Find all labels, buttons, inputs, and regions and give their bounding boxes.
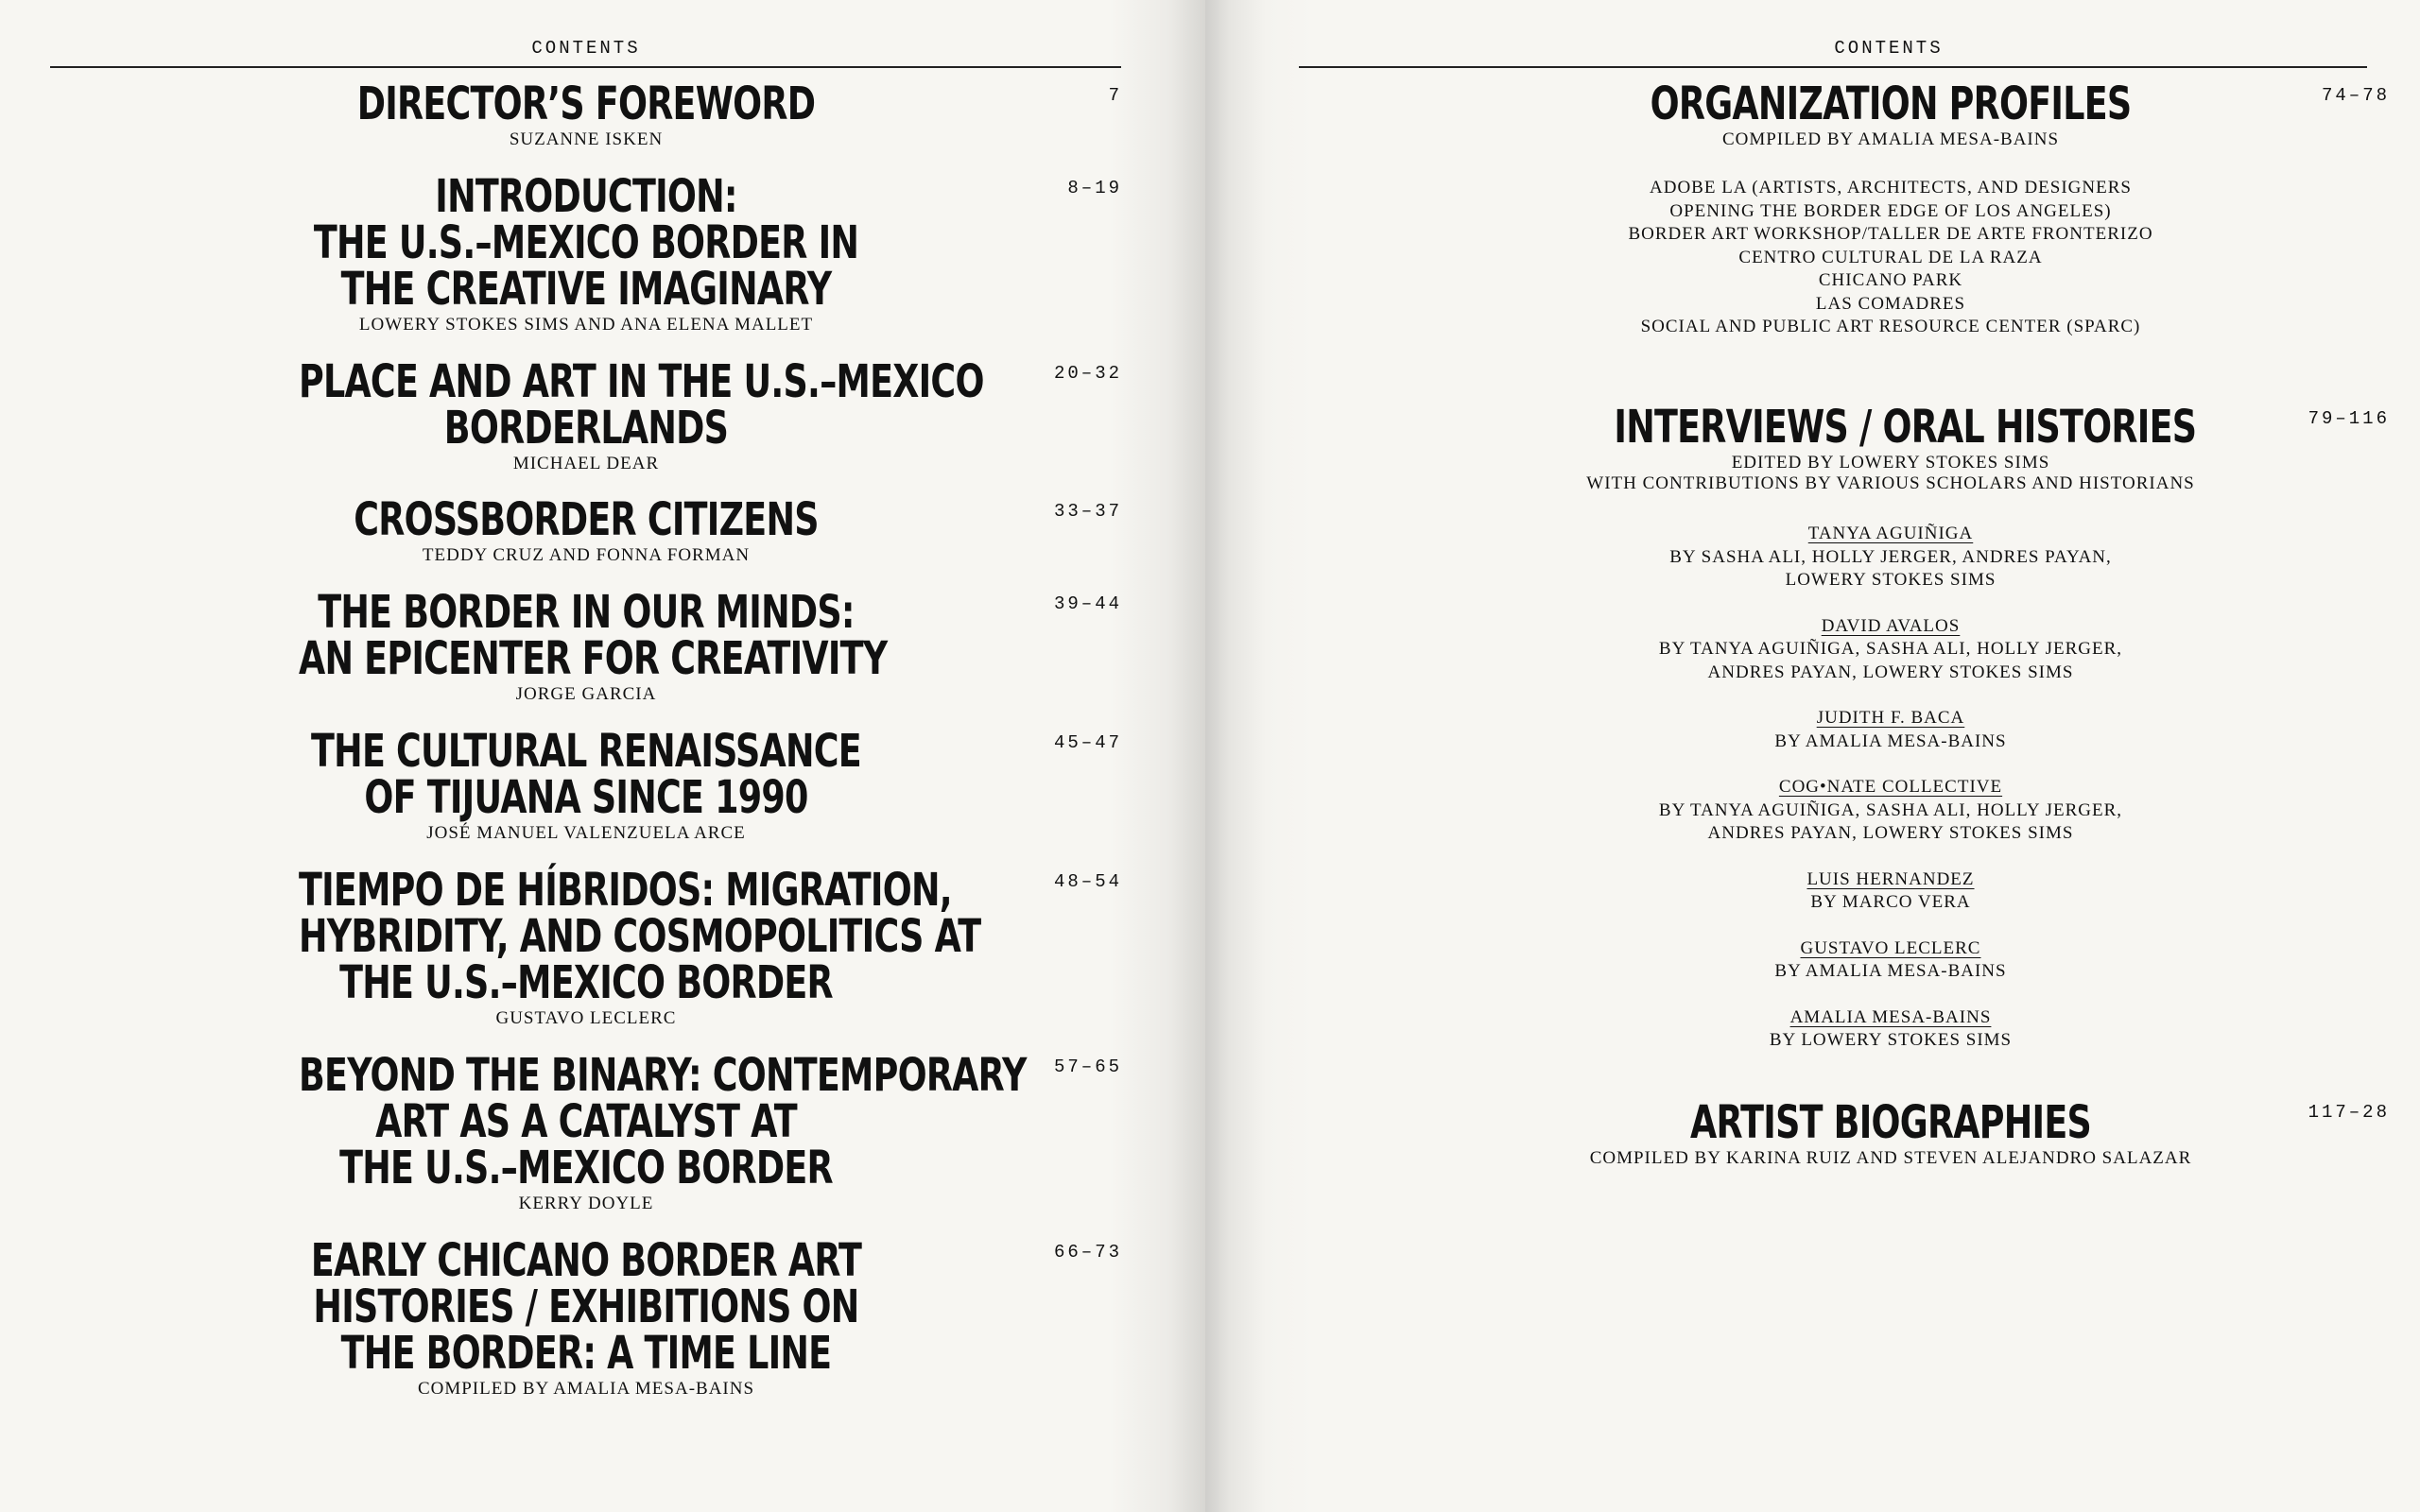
toc-entry-pages: 74–78	[2321, 85, 2390, 106]
toc-entry-title: THE BORDER IN OUR MINDS: AN EPICENTER FOR CREATIVITY	[299, 586, 888, 685]
toc-entry[interactable]	[208, 77, 964, 150]
header-rule	[1299, 66, 2367, 68]
interview-subject: LUIS HERNANDEZ	[1806, 868, 1975, 889]
toc-entry-title: PLACE AND ART IN THE U.S.–MEXICO BORDERLANDS	[299, 355, 984, 455]
interview-byline: LOWERY STOKES SIMS	[1785, 570, 1996, 590]
interview-list	[1527, 523, 2255, 1075]
toc-entry-pages: 8–19	[1067, 178, 1122, 198]
interview-byline: BY AMALIA MESA-BAINS	[1774, 961, 2007, 981]
header-rule	[50, 66, 1121, 68]
toc-entry-pages: 79–116	[2308, 408, 2390, 429]
toc-entry-byline: TEDDY CRUZ AND FONNA FORMAN	[422, 545, 751, 565]
toc-entry-title: BEYOND THE BINARY: CONTEMPORARY ART AS A CATALYST AT THE U.S.–MEXICO BORDER	[299, 1049, 1027, 1194]
toc-entry-byline: EDITED BY LOWERY STOKES SIMS	[1731, 453, 2050, 472]
toc-entry[interactable]	[208, 1234, 964, 1400]
interview-item[interactable]	[1527, 776, 2255, 846]
toc-entry-title: INTERVIEWS / ORAL HISTORIES	[1614, 401, 2197, 454]
toc-entry[interactable]	[208, 170, 964, 335]
toc-entry[interactable]	[208, 355, 984, 474]
toc-entry-organization-profiles[interactable]	[1574, 77, 2207, 150]
toc-entry[interactable]	[208, 725, 964, 844]
toc-entry-title: CROSSBORDER CITIZENS	[354, 493, 819, 546]
organization-item: OPENING THE BORDER EDGE OF LOS ANGELES)	[1669, 200, 2112, 221]
toc-entry-byline: LOWERY STOKES SIMS AND ANA ELENA MALLET	[358, 315, 814, 335]
interview-byline: ANDRES PAYAN, LOWERY STOKES SIMS	[1707, 823, 2074, 843]
interview-subject: JUDITH F. BACA	[1816, 708, 1965, 728]
toc-entry[interactable]	[208, 1049, 1027, 1214]
left-page	[0, 0, 1205, 1512]
toc-entry-byline: WITH CONTRIBUTIONS BY VARIOUS SCHOLARS AND HISTORIANS	[1586, 473, 2195, 493]
toc-entry-title: DIRECTOR’S FOREWORD	[356, 77, 816, 130]
interview-byline: BY AMALIA MESA-BAINS	[1774, 730, 2007, 751]
toc-entry[interactable]	[208, 493, 964, 566]
interview-subject: GUSTAVO LECLERC	[1800, 937, 1981, 958]
interview-item[interactable]	[1527, 523, 2255, 593]
organization-list	[1574, 177, 2207, 339]
interview-item[interactable]	[1527, 1006, 2255, 1053]
toc-entry-pages: 117–28	[2308, 1102, 2390, 1123]
interview-item[interactable]	[1527, 937, 2255, 984]
interview-subject: TANYA AGUIÑIGA	[1807, 524, 1974, 543]
interview-subject: COG•NATE COLLECTIVE	[1778, 777, 2003, 797]
toc-entry-title: ORGANIZATION PROFILES	[1650, 77, 2132, 130]
interview-byline: ANDRES PAYAN, LOWERY STOKES SIMS	[1707, 662, 2074, 682]
toc-entry-byline: KERRY DOYLE	[518, 1194, 654, 1213]
toc-entry-byline: MICHAEL DEAR	[512, 454, 660, 473]
organization-item: BORDER ART WORKSHOP/TALLER DE ARTE FRONTERIZO	[1628, 224, 2153, 244]
toc-entry-pages: 39–44	[1053, 593, 1122, 614]
toc-entry-pages: 20–32	[1053, 363, 1122, 384]
organization-item: SOCIAL AND PUBLIC ART RESOURCE CENTER (SPARC)	[1640, 317, 2141, 336]
toc-entry-byline: JOSÉ MANUEL VALENZUELA ARCE	[426, 823, 746, 843]
toc-entry-byline: SUZANNE ISKEN	[509, 129, 664, 149]
toc-entry-interviews[interactable]	[1527, 401, 2255, 494]
interview-byline: BY SASHA ALI, HOLLY JERGER, ANDRES PAYAN,	[1669, 546, 2112, 567]
interview-byline: BY TANYA AGUIÑIGA, SASHA ALI, HOLLY JERGER,	[1658, 639, 2123, 659]
toc-entry-pages: 48–54	[1053, 871, 1122, 892]
toc-entry-title: ARTIST BIOGRAPHIES	[1689, 1096, 2092, 1149]
toc-entry-pages: 57–65	[1053, 1057, 1122, 1077]
toc-entry-title: TIEMPO DE HÍBRIDOS: MIGRATION, HYBRIDITY, AND COSMOPOLITICS AT THE U.S.–MEXICO BORDER	[299, 864, 981, 1009]
interview-byline: BY TANYA AGUIÑIGA, SASHA ALI, HOLLY JERGER,	[1658, 799, 2123, 820]
toc-entry-byline: COMPILED BY AMALIA MESA-BAINS	[417, 1379, 755, 1399]
running-head-text: CONTENTS	[1834, 38, 1944, 59]
right-page	[1205, 0, 2420, 1512]
toc-entry-pages: 45–47	[1053, 732, 1122, 753]
toc-entry-byline: COMPILED BY AMALIA MESA-BAINS	[1721, 129, 2060, 149]
toc-entry-byline: GUSTAVO LECLERC	[495, 1008, 677, 1028]
interview-item[interactable]	[1527, 615, 2255, 685]
running-head: CONTENTS	[531, 38, 641, 59]
organization-item: CHICANO PARK	[1818, 270, 1963, 290]
interview-item[interactable]	[1527, 868, 2255, 915]
toc-entry[interactable]	[208, 586, 964, 705]
toc-entry-title: EARLY CHICANO BORDER ART HISTORIES / EXHIBITIONS ON THE BORDER: A TIME LINE	[310, 1234, 862, 1380]
toc-entry-pages: 33–37	[1053, 501, 1122, 522]
toc-entry[interactable]	[208, 864, 981, 1029]
organization-item: CENTRO CULTURAL DE LA RAZA	[1738, 247, 2043, 267]
toc-entry-pages: 66–73	[1053, 1242, 1122, 1263]
toc-entry-title: THE CULTURAL RENAISSANCE OF TIJUANA SINCE 1990	[311, 725, 861, 824]
toc-entry-artist-biographies[interactable]	[1527, 1096, 2255, 1169]
organization-item: ADOBE LA (ARTISTS, ARCHITECTS, AND DESIGNERS	[1650, 178, 2132, 198]
interview-byline: BY MARCO VERA	[1810, 892, 1971, 912]
organization-item: LAS COMADRES	[1815, 293, 1966, 314]
toc-entry-byline: JORGE GARCIA	[515, 684, 657, 704]
toc-entry-title: INTRODUCTION: THE U.S.–MEXICO BORDER IN THE CREATIVE IMAGINARY	[313, 170, 859, 316]
interview-subject: AMALIA MESA-BAINS	[1789, 1006, 1992, 1027]
interview-byline: BY LOWERY STOKES SIMS	[1769, 1030, 2013, 1050]
interview-item[interactable]	[1527, 707, 2255, 753]
toc-entry-byline: COMPILED BY KARINA RUIZ AND STEVEN ALEJANDRO SALAZAR	[1589, 1148, 2192, 1168]
toc-entry-pages: 7	[1108, 85, 1122, 106]
interview-subject: DAVID AVALOS	[1821, 615, 1961, 636]
